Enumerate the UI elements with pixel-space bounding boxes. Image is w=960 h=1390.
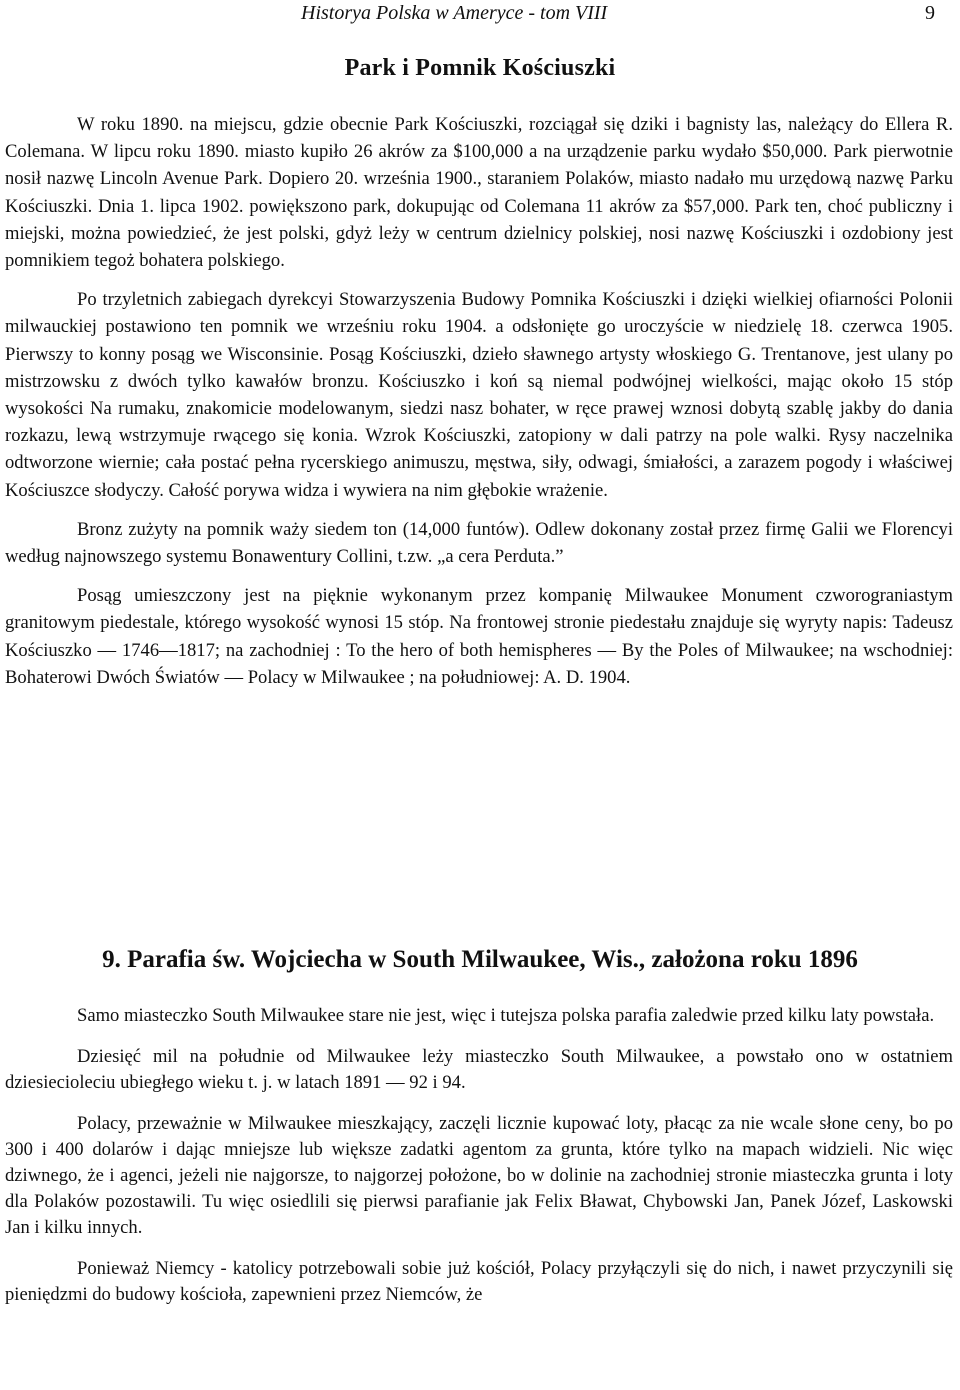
paragraph: Dziesięć mil na południe od Milwaukee leży miasteczko South Milwaukee, a powstało ono w ostatniem dziesiecioleciu ubiegłego wieku t. j. w latach 1891 — 92 i 94. [5, 1046, 953, 1093]
section-parafia-body [5, 1003, 953, 1323]
paragraph: Po trzyletnich zabiegach dyrekcyi Stowarzyszenia Budowy Pomnika Kościuszki i dzięki wielkiej ofiarności Polonii milwauckiej postawiono ten pomnik we wrześniu roku 1904. a odsłonięte go uroczyście w niedzielę 18. czerwca 1905. Pierwszy to konny posąg we Wisconsinie. Posąg Kościuszki, dzieło sławnego artysty włoskiego G. Trentanove, jest ulany po mistrzowsku z dwóch tylko kawałów bronzu. Kościuszko i koń są niemal podwójnej wielkości, mając około 15 stóp wysokości Na rumaku, znakomicie modelowanym, siedzi nasz bohater, w ręce prawej wznosi dobytą szablę jakby do dania rozkazu, lewą wstrzymuje rwącego się konia. Wzrok Kościuszki, zatopiony w dali patrzy na pole walki. Rysy naczelnika odtworzone wiernie; cała postać pełna rycerskiego animuszu, męstwa, siły, odwagi, śmiałości, a zarazem pogody i właściwej Kościuszce słodyczy. Całość porywa widza i wywiera na nim głębokie wrażenie. [5, 289, 953, 501]
running-header [0, 2, 960, 28]
chapter-heading-parafia: 9. Parafia św. Wojciecha w South Milwaukee, Wis., założona roku 1896 [102, 946, 858, 973]
paragraph: Samo miasteczko South Milwaukee stare nie jest, więc i tutejsza polska parafia zaledwie przed kilku laty powstała. [77, 1005, 935, 1026]
paragraph: Ponieważ Niemcy - katolicy potrzebowali sobie już kościół, Polacy przyłączyli się do nich, i nawet przyczynili się pieniędzmi do budowy kościoła, zapewnieni przez Niemców, że [5, 1258, 953, 1305]
paragraph: Polacy, przeważnie w Milwaukee mieszkający, zaczęli licznie kupować loty, płacąc za nie wcale słone ceny, bo po 300 i 400 dolarów i dając mniejsze lub większe zadatki agentom za grunta, które tylko na mapach widzieli. Nic więc dziwnego, że i agenci, jeżeli nie najgorsze, to najgorzej położone, bo w dolinie na zachodniej stronie miasteczka grunta i loty dla Polaków pozostawili. Tu więc osiedlili się pierwsi parafianie jak Felix Bławat, Chybowski Jan, Panek Józef, Laskowski Jan i kilku innych. [5, 1113, 953, 1238]
paragraph: Posąg umieszczony jest na pięknie wykonanym przez kompanię Milwaukee Monument czworograniastym granitowym piedestale, którego wysokość wynosi 15 stóp. Na frontowej stronie piedestału znajduje się wyryty napis: Tadeusz Kościuszko — 1746—1817; na zachodniej : To the hero of both hemispheres — By the Poles of Milwaukee; na wschodniej: Bohaterowi Dwóch Światów — Polacy w Milwaukee ; na południowej: A. D. 1904. [5, 585, 953, 688]
paragraph: Bronz zużyty na pomnik waży siedem ton (14,000 funtów). Odlew dokonany został przez firmę Galii we Florencyi według najnowszego systemu Bonawentury Collini, t.zw. „a cera Perduta.” [5, 518, 953, 568]
section-park-body [5, 111, 953, 703]
paragraph: W roku 1890. na miejscu, gdzie obecnie Park Kościuszki, rozciągał się dziki i bagnisty las, należący do Ellera R. Colemana. W lipcu roku 1890. miasto kupiło 26 akrów za $100,000 a na urządzenie parku wydało $50,000. Park pierwotnie nosił nazwę Lincoln Avenue Park. Dopiero 20. września 1900., staraniem Polaków, miasto nadało mu urzędową nazwę Parku Kościuszki. Dnia 1. lipca 1902. powiększono park, dokupując od Colemana 11 akrów za $57,000. Park ten, choć publiczny i miejski, można powiedzieć, że jest polski, gdyż leży w centrum dzielnicy polskiej, nosi nazwę Kościuszki i ozdobiony jest pomnikiem tegoż bohatera polskiego. [5, 114, 953, 272]
section-heading-park: Park i Pomnik Kościuszki [344, 55, 616, 81]
running-header-title: Historya Polska w Ameryce - tom VIII [301, 2, 608, 24]
page-number: 9 [925, 2, 935, 24]
